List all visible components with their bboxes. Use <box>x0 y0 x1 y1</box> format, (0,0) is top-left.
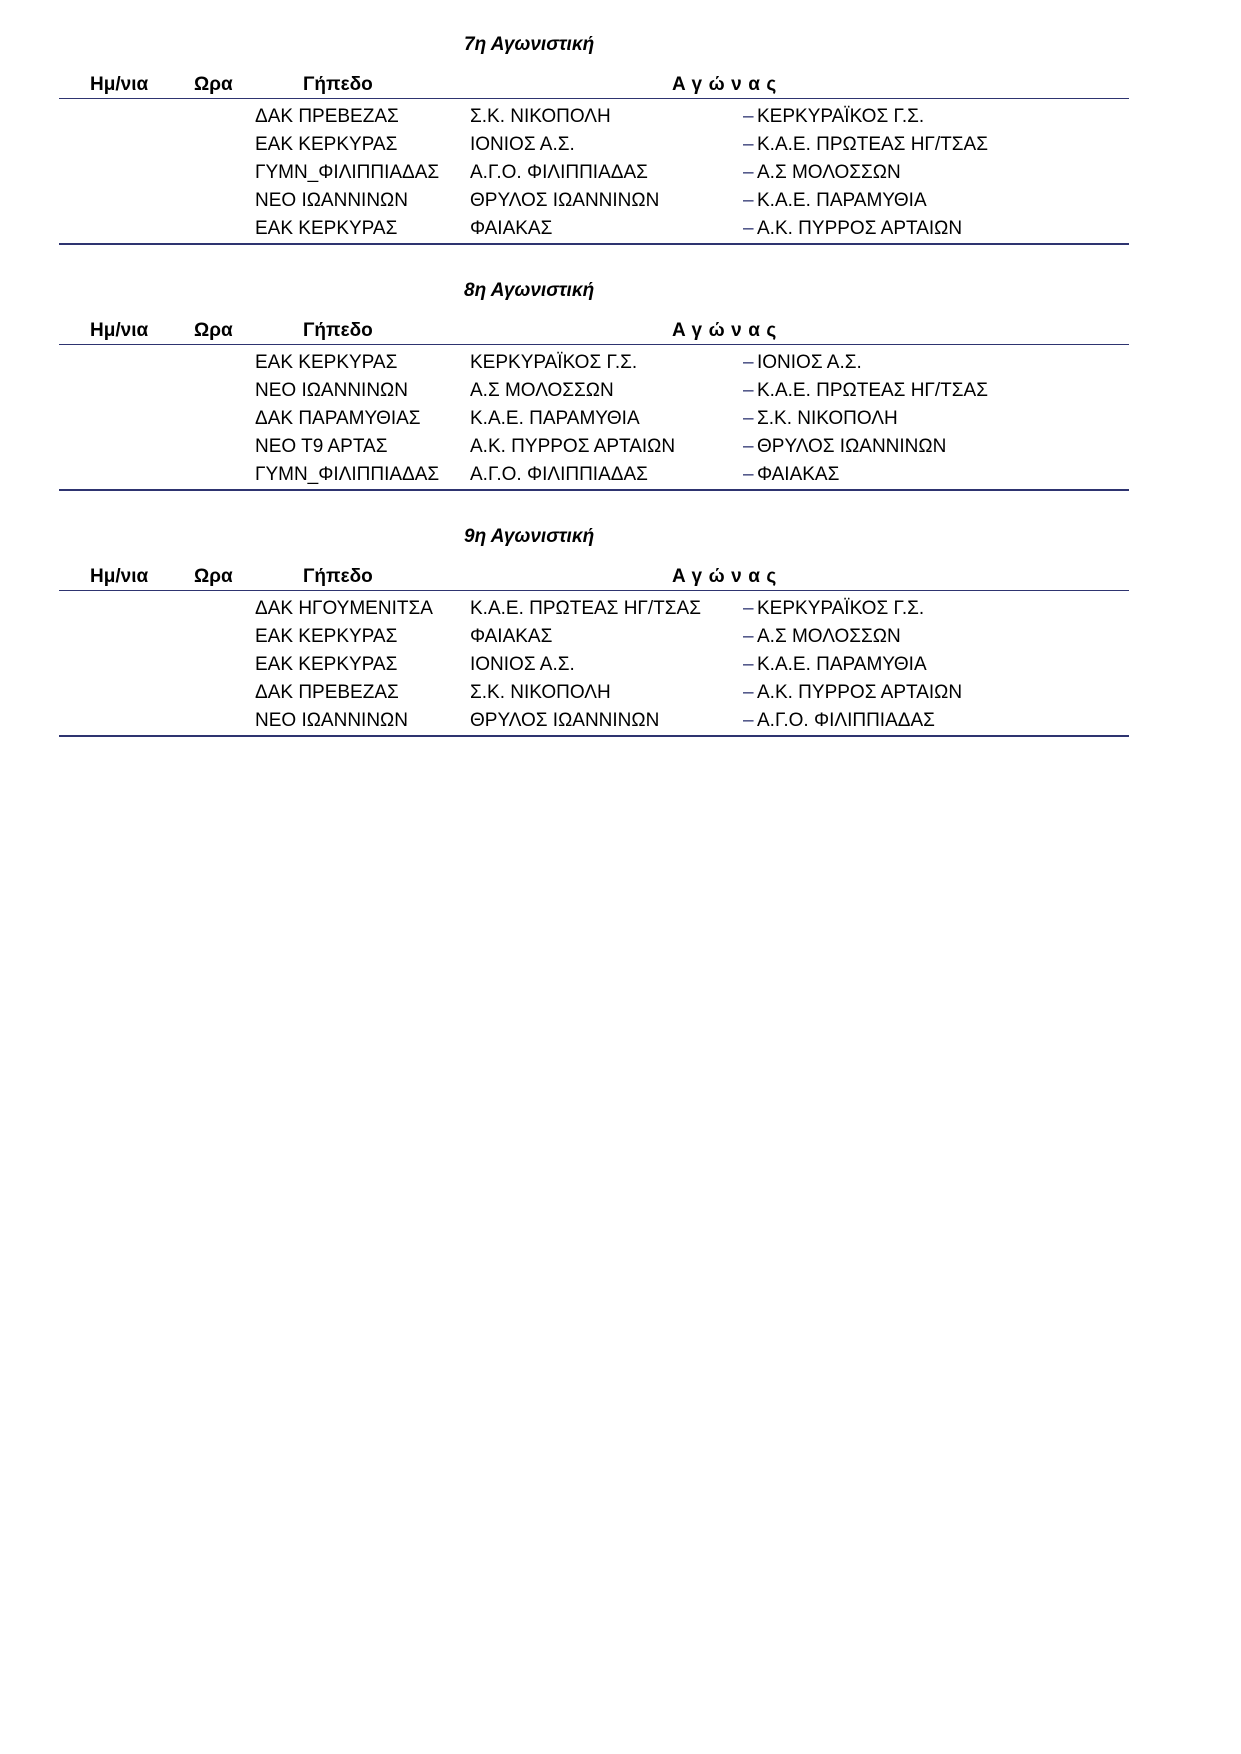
header-date: Ημ/νια <box>90 74 149 95</box>
home-team-cell: ΘΡΥΛΟΣ ΙΩΑΝΝΙΝΩΝ <box>470 710 660 731</box>
home-team-cell: ΙΟΝΙΟΣ Α.Σ. <box>470 134 575 155</box>
venue-cell: ΕΑΚ ΚΕΡΚΥΡΑΣ <box>255 134 398 155</box>
home-team-cell: ΘΡΥΛΟΣ ΙΩΑΝΝΙΝΩΝ <box>470 190 660 211</box>
away-team-cell: Α.Σ ΜΟΛΟΣΣΩΝ <box>757 162 901 183</box>
away-team-cell: Α.Σ ΜΟΛΟΣΣΩΝ <box>757 626 901 647</box>
home-team-cell: ΦΑΙΑΚΑΣ <box>470 626 553 647</box>
header-match: Αγώνας <box>672 320 783 341</box>
match-row <box>0 408 1241 436</box>
match-separator: – <box>743 710 754 731</box>
venue-cell: ΝΕΟ ΙΩΑΝΝΙΝΩΝ <box>255 710 408 731</box>
match-separator: – <box>743 352 754 373</box>
header-match: Αγώνας <box>672 74 783 95</box>
home-team-cell: Σ.Κ. ΝΙΚΟΠΟΛΗ <box>470 106 611 127</box>
header-date: Ημ/νια <box>90 320 149 341</box>
match-row <box>0 134 1241 162</box>
header-date: Ημ/νια <box>90 566 149 587</box>
match-separator: – <box>743 134 754 155</box>
venue-cell: ΔΑΚ ΠΡΕΒΕΖΑΣ <box>255 682 399 703</box>
round-title: 8η Αγωνιστική <box>464 280 595 301</box>
match-separator: – <box>743 106 754 127</box>
match-separator: – <box>743 380 754 401</box>
away-team-cell: ΘΡΥΛΟΣ ΙΩΑΝΝΙΝΩΝ <box>757 436 947 457</box>
away-team-cell: Κ.Α.Ε. ΠΡΩΤΕΑΣ ΗΓ/ΤΣΑΣ <box>757 380 988 401</box>
match-row <box>0 218 1241 246</box>
away-team-cell: Α.Γ.Ο. ΦΙΛΙΠΠΙΑΔΑΣ <box>757 710 935 731</box>
away-team-cell: Α.Κ. ΠΥΡΡΟΣ ΑΡΤΑΙΩΝ <box>757 682 963 703</box>
home-team-cell: Κ.Α.Ε. ΠΡΩΤΕΑΣ ΗΓ/ΤΣΑΣ <box>470 598 701 619</box>
header-venue: Γήπεδο <box>303 320 373 341</box>
match-row <box>0 352 1241 380</box>
venue-cell: ΕΑΚ ΚΕΡΚΥΡΑΣ <box>255 654 398 675</box>
away-team-cell: Κ.Α.Ε. ΠΡΩΤΕΑΣ ΗΓ/ΤΣΑΣ <box>757 134 988 155</box>
away-team-cell: ΙΟΝΙΟΣ Α.Σ. <box>757 352 862 373</box>
match-row <box>0 190 1241 218</box>
away-team-cell: Σ.Κ. ΝΙΚΟΠΟΛΗ <box>757 408 898 429</box>
match-separator: – <box>743 408 754 429</box>
home-team-cell: Σ.Κ. ΝΙΚΟΠΟΛΗ <box>470 682 611 703</box>
header-venue: Γήπεδο <box>303 566 373 587</box>
match-separator: – <box>743 190 754 211</box>
table-bottom-divider <box>59 243 1129 245</box>
venue-cell: ΓΥΜΝ_ΦΙΛΙΠΠΙΑΔΑΣ <box>255 162 440 183</box>
match-separator: – <box>743 464 754 485</box>
round-title: 7η Αγωνιστική <box>464 34 595 55</box>
away-team-cell: ΚΕΡΚΥΡΑΪΚΟΣ Γ.Σ. <box>757 598 925 619</box>
match-separator: – <box>743 626 754 647</box>
match-separator: – <box>743 598 754 619</box>
away-team-cell: ΦΑΙΑΚΑΣ <box>757 464 840 485</box>
venue-cell: ΔΑΚ ΠΡΕΒΕΖΑΣ <box>255 106 399 127</box>
venue-cell: ΔΑΚ ΗΓΟΥΜΕΝΙΤΣΑ <box>255 598 433 619</box>
header-time: Ωρα <box>194 320 233 341</box>
home-team-cell: Α.Γ.Ο. ΦΙΛΙΠΠΙΑΔΑΣ <box>470 162 648 183</box>
away-team-cell: Κ.Α.Ε. ΠΑΡΑΜΥΘΙΑ <box>757 654 927 675</box>
match-row <box>0 464 1241 492</box>
header-divider <box>59 590 1129 591</box>
match-row <box>0 710 1241 738</box>
header-match: Αγώνας <box>672 566 783 587</box>
round-title: 9η Αγωνιστική <box>464 526 595 547</box>
venue-cell: ΝΕΟ ΙΩΑΝΝΙΝΩΝ <box>255 190 408 211</box>
match-row <box>0 626 1241 654</box>
venue-cell: ΔΑΚ ΠΑΡΑΜΥΘΙΑΣ <box>255 408 421 429</box>
away-team-cell: ΚΕΡΚΥΡΑΪΚΟΣ Γ.Σ. <box>757 106 925 127</box>
home-team-cell: Α.Κ. ΠΥΡΡΟΣ ΑΡΤΑΙΩΝ <box>470 436 676 457</box>
match-separator: – <box>743 436 754 457</box>
header-time: Ωρα <box>194 74 233 95</box>
match-separator: – <box>743 682 754 703</box>
match-separator: – <box>743 218 754 239</box>
header-venue: Γήπεδο <box>303 74 373 95</box>
venue-cell: ΕΑΚ ΚΕΡΚΥΡΑΣ <box>255 352 398 373</box>
match-row <box>0 654 1241 682</box>
match-row <box>0 380 1241 408</box>
match-separator: – <box>743 162 754 183</box>
match-row <box>0 162 1241 190</box>
home-team-cell: Κ.Α.Ε. ΠΑΡΑΜΥΘΙΑ <box>470 408 640 429</box>
header-divider <box>59 344 1129 345</box>
home-team-cell: ΙΟΝΙΟΣ Α.Σ. <box>470 654 575 675</box>
home-team-cell: Α.Γ.Ο. ΦΙΛΙΠΠΙΑΔΑΣ <box>470 464 648 485</box>
venue-cell: ΝΕΟ Τ9 ΑΡΤΑΣ <box>255 436 388 457</box>
venue-cell: ΝΕΟ ΙΩΑΝΝΙΝΩΝ <box>255 380 408 401</box>
table-bottom-divider <box>59 489 1129 491</box>
match-row <box>0 682 1241 710</box>
away-team-cell: Α.Κ. ΠΥΡΡΟΣ ΑΡΤΑΙΩΝ <box>757 218 963 239</box>
table-bottom-divider <box>59 735 1129 737</box>
match-row <box>0 436 1241 464</box>
venue-cell: ΕΑΚ ΚΕΡΚΥΡΑΣ <box>255 218 398 239</box>
venue-cell: ΕΑΚ ΚΕΡΚΥΡΑΣ <box>255 626 398 647</box>
match-separator: – <box>743 654 754 675</box>
header-divider <box>59 98 1129 99</box>
venue-cell: ΓΥΜΝ_ΦΙΛΙΠΠΙΑΔΑΣ <box>255 464 440 485</box>
away-team-cell: Κ.Α.Ε. ΠΑΡΑΜΥΘΙΑ <box>757 190 927 211</box>
home-team-cell: Α.Σ ΜΟΛΟΣΣΩΝ <box>470 380 614 401</box>
header-time: Ωρα <box>194 566 233 587</box>
match-row <box>0 106 1241 134</box>
home-team-cell: ΦΑΙΑΚΑΣ <box>470 218 553 239</box>
home-team-cell: ΚΕΡΚΥΡΑΪΚΟΣ Γ.Σ. <box>470 352 638 373</box>
match-row <box>0 598 1241 626</box>
